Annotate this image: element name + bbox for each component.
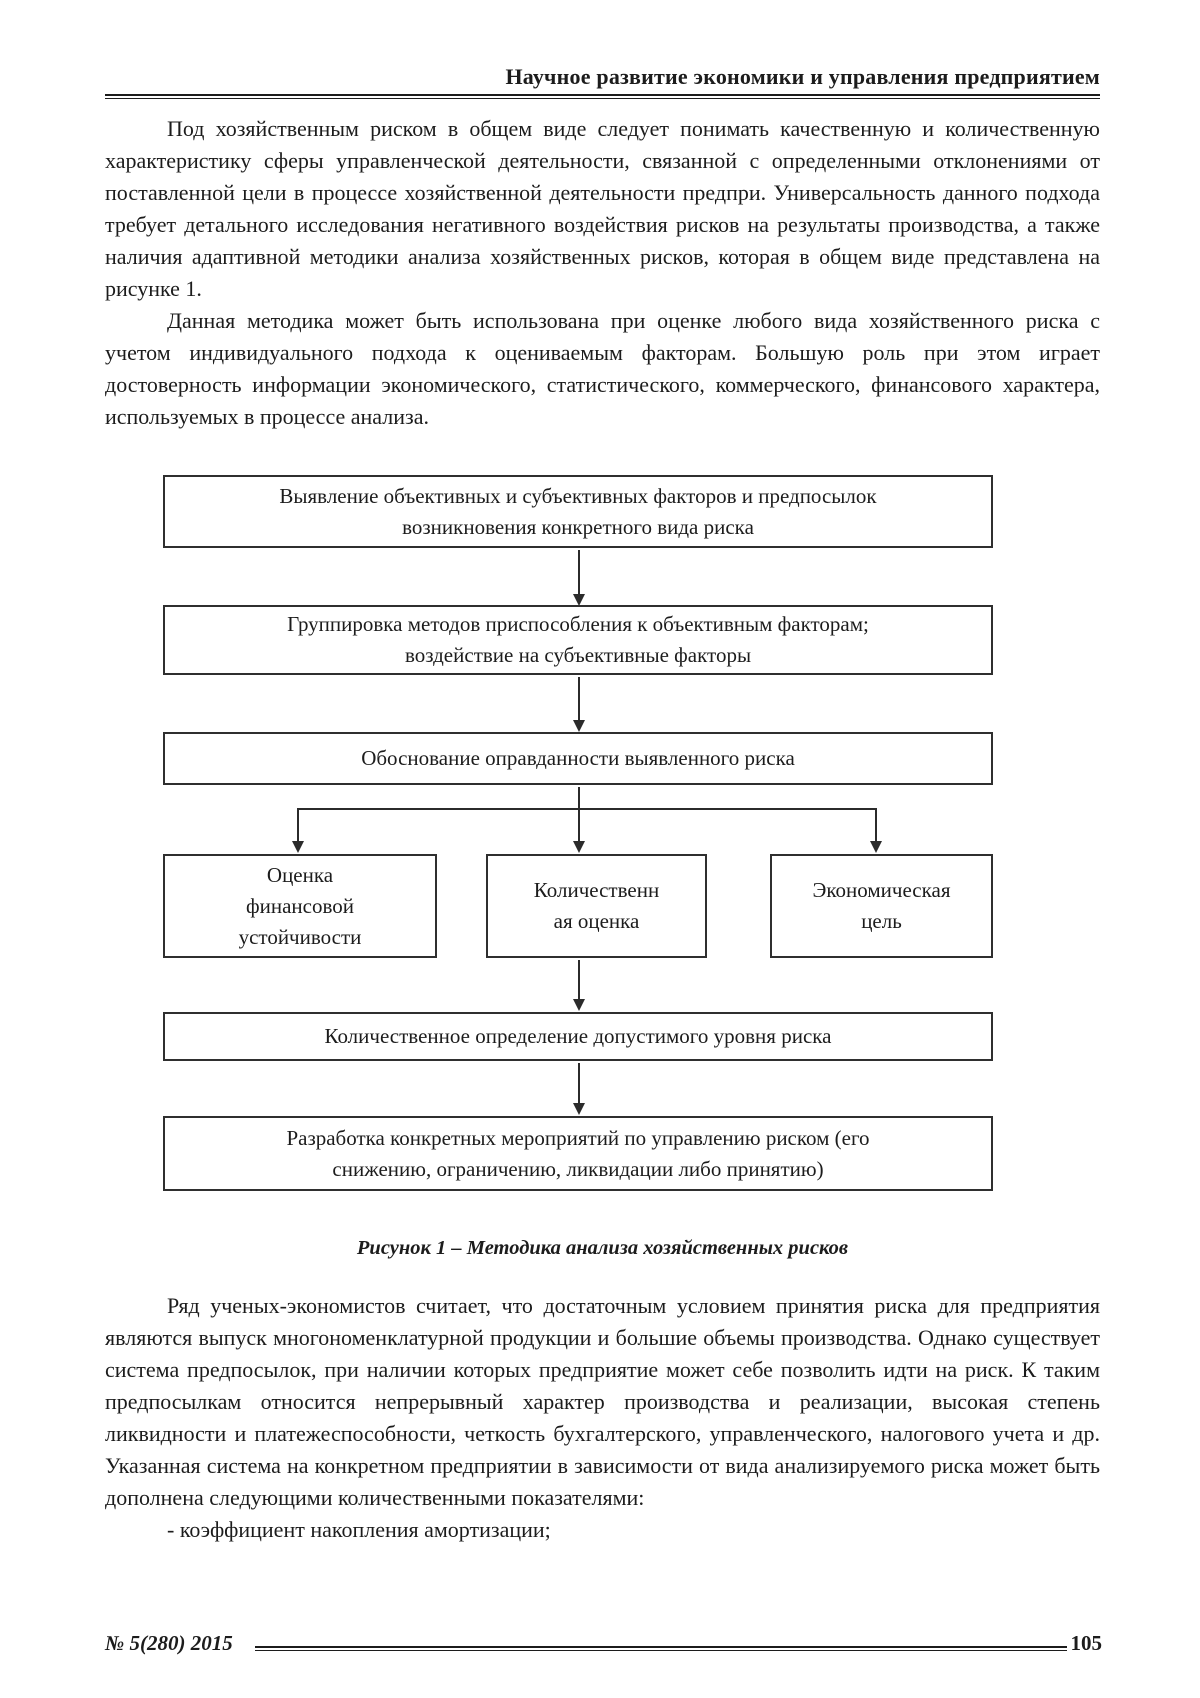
- flow-node-measures: Разработка конкретных мероприятий по управлению риском (его снижению, ограничению, ликвидации либо принятию): [163, 1116, 993, 1191]
- flow-node-identification: Выявление объективных и субъективных факторов и предпосылок возникновения конкретного вида риска: [163, 475, 993, 548]
- footer-rule: [255, 1646, 1067, 1651]
- flow-node-economic-goal: Экономическая цель: [770, 854, 993, 958]
- header-rule: [105, 94, 1100, 99]
- page-header-title: Научное развитие экономики и управления предприятием: [505, 64, 1100, 89]
- flowchart: [163, 475, 993, 1191]
- paragraph-intro-2: Данная методика может быть использована при оценке любого вида хозяйственного риска с учетом индивидуального подхода к оцениваемым факторам. Большую роль при этом играет достоверность информации экономического, статистического, коммерческого, финансового характера, используемых в процессе анализа.: [105, 308, 1100, 429]
- flow-connectors: [163, 475, 993, 1191]
- page-content: [105, 0, 1100, 1546]
- paragraph-body-3: Ряд ученых-экономистов считает, что достаточным условием принятия риска для предприятия являются выпуск многономенклатурной продукции и большие объемы производства. Однако существует система предпосылок, при наличии которых предприятие может себе позволить идти на риск. К таким предпосылкам относится непрерывный характер производства и реализации, высокая степень ликвидности и платежеспособности, четкость бухгалтерского, управленческого, налогового учета и др. Указанная система на конкретном предприятии в зависимости от вида анализируемого риска может быть дополнена следующими количественными показателями:: [105, 1293, 1100, 1510]
- flow-node-financial-stability: Оценка финансовой устойчивости: [163, 854, 437, 958]
- figure-caption: Рисунок 1 – Методика анализа хозяйственных рисков: [356, 1237, 849, 1259]
- flow-node-risk-level: Количественное определение допустимого уровня риска: [163, 1012, 993, 1061]
- list-item-amortization: - коэффициент накопления амортизации;: [167, 1517, 551, 1542]
- paragraph-intro-1: Под хозяйственным риском в общем виде следует понимать качественную и количественную характеристику сферы управленческой деятельности, связанной с определенными отклонениями от поставленной цели в процессе хозяйственной деятельности предпри. Универсальность данного подхода требует детального исследования негативного воздействия рисков на результаты производства, а также наличия адаптивной методики анализа хозяйственных рисков, которая в общем виде представлена на рисунке 1.: [105, 116, 1100, 301]
- page-footer: [105, 1631, 1102, 1656]
- footer-page-number: 105: [1070, 1631, 1102, 1655]
- footer-issue: № 5(280) 2015: [105, 1631, 233, 1655]
- flow-node-quantitative-assessment: Количественн ая оценка: [486, 854, 707, 958]
- flow-node-grouping: Группировка методов приспособления к объективным факторам; воздействие на субъективные факторы: [163, 605, 993, 675]
- flow-node-justification: Обоснование оправданности выявленного риска: [163, 732, 993, 785]
